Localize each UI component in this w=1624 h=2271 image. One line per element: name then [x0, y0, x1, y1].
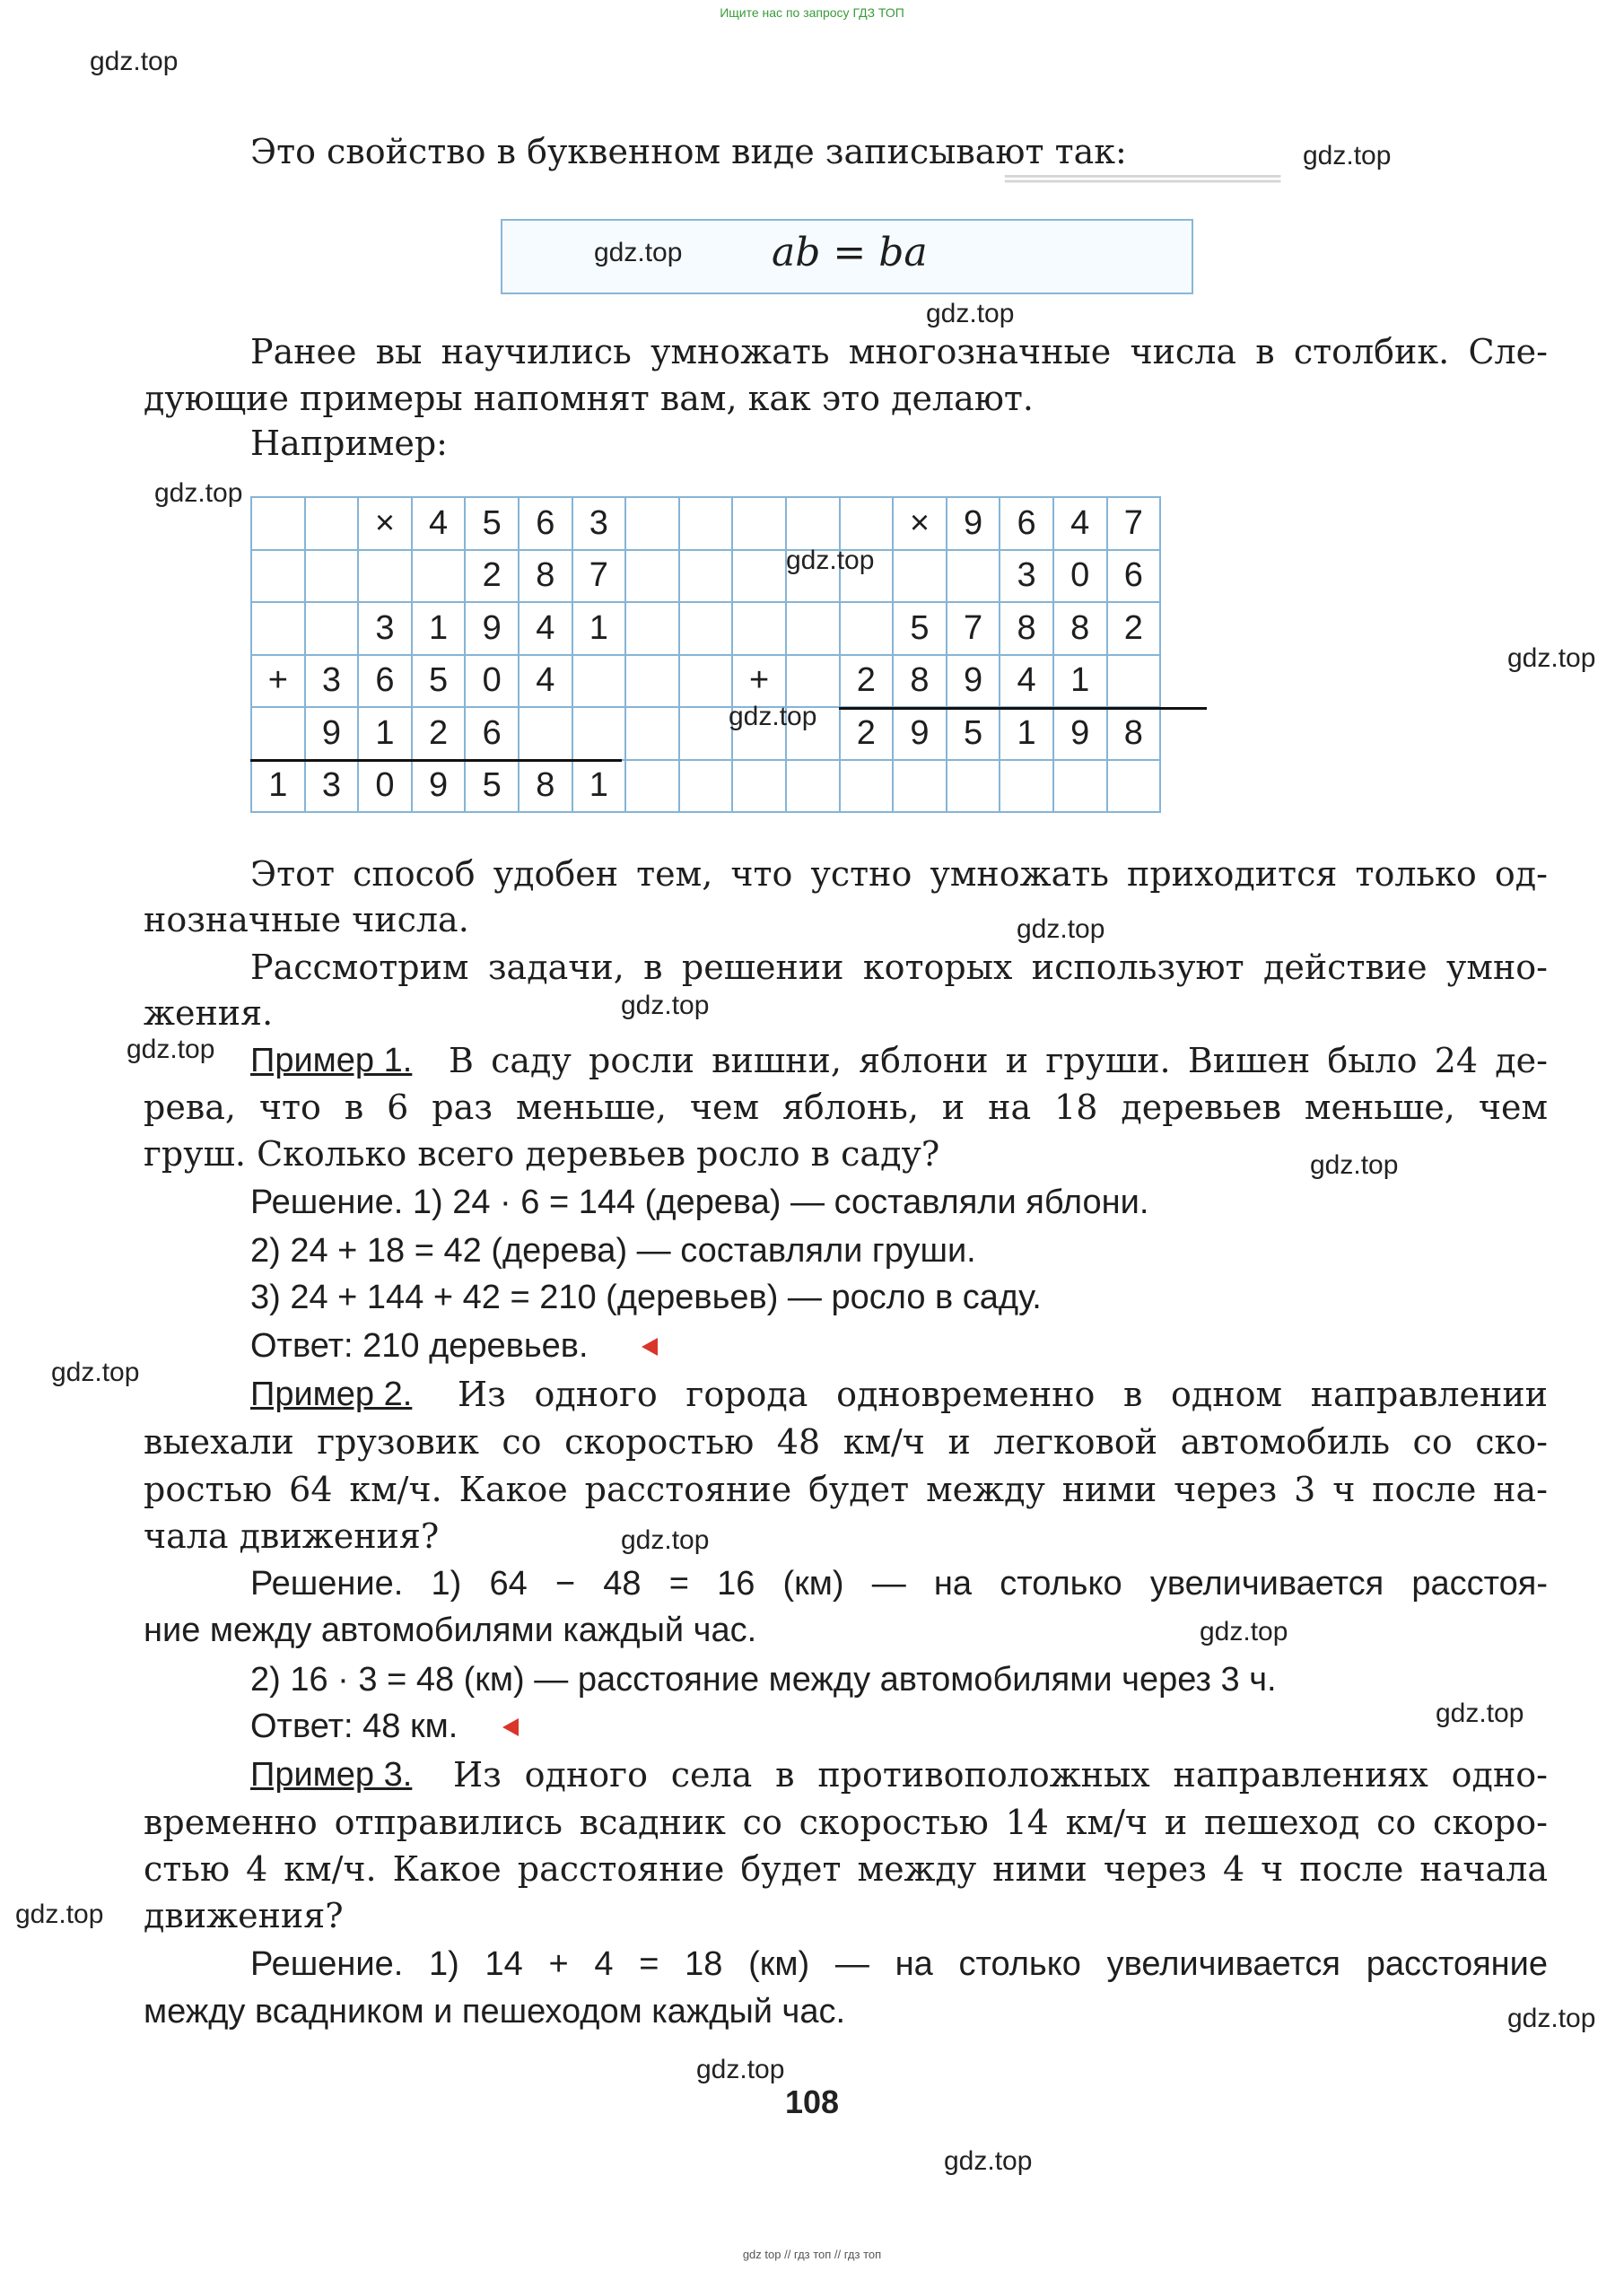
grid-cell: 2 — [1107, 602, 1161, 655]
watermark: gdz.top — [926, 299, 1015, 328]
ex2-solution-line1: Решение. 1) 64 − 48 = 16 (км) — на столько увеличивается расстоя- — [250, 1565, 1548, 1603]
grid-cell: 5 — [465, 497, 519, 550]
grid-cell: 6 — [358, 655, 412, 708]
grid-cell — [572, 655, 626, 708]
ex3-solution-line2: между всадником и пешеходом каждый час. — [144, 1993, 846, 2031]
grid-cell — [786, 602, 840, 655]
grid-cell — [519, 707, 572, 760]
intro-text: Это свойство в буквенном виде записывают так: — [250, 132, 1127, 171]
grid-cell: 9 — [1053, 707, 1107, 760]
grid-cell: 8 — [519, 760, 572, 813]
example-label: Например: — [250, 424, 448, 463]
grid-cell: 9 — [947, 655, 1000, 708]
grid-cell — [358, 550, 412, 603]
grid-cell: 0 — [358, 760, 412, 813]
grid-cell: 8 — [1053, 602, 1107, 655]
watermark: gdz.top — [1017, 914, 1105, 944]
result-line-left — [250, 759, 622, 762]
watermark: gdz.top — [1507, 2004, 1596, 2033]
grid-cell: 6 — [1000, 497, 1053, 550]
grid-cell — [893, 760, 947, 813]
watermark: gdz.top — [15, 1900, 104, 1929]
end-marker-icon — [642, 1338, 658, 1356]
grid-row — [251, 550, 1160, 603]
grid-cell: 8 — [1107, 707, 1161, 760]
grid-cell: 2 — [412, 707, 466, 760]
grid-cell: 1 — [572, 602, 626, 655]
ex1-solution-line2: 2) 24 + 18 = 42 (дерева) — составляли груши. — [250, 1232, 976, 1270]
grid-cell: 6 — [1107, 550, 1161, 603]
grid-cell: 4 — [412, 497, 466, 550]
grid-cell — [625, 602, 679, 655]
grid-cell: 1 — [1000, 707, 1053, 760]
ex2-solution-line3: 2) 16 · 3 = 48 (км) — расстояние между автомобилями через 3 ч. — [250, 1661, 1277, 1699]
grid-cell — [305, 602, 359, 655]
watermark: gdz.top — [1303, 141, 1392, 170]
watermark: gdz.top — [944, 2146, 1033, 2176]
grid-cell: 7 — [572, 550, 626, 603]
ex2-text-line1: Из одного города одновременно в одном направлении — [458, 1375, 1548, 1414]
grid-cell — [893, 550, 947, 603]
grid-cell: 8 — [893, 655, 947, 708]
para3-line2: жения. — [144, 993, 274, 1033]
ex2-text-line4: чала движения? — [144, 1516, 440, 1556]
watermark: gdz.top — [90, 47, 179, 76]
ex1-title: Пример 1. — [250, 1042, 413, 1079]
page-number: 108 — [784, 2083, 840, 2120]
watermark: gdz.top — [51, 1358, 140, 1387]
grid-cell — [679, 760, 733, 813]
formula: ab = ba — [772, 230, 928, 275]
grid-cell — [625, 655, 679, 708]
grid-cell — [786, 655, 840, 708]
grid-cell: 9 — [465, 602, 519, 655]
para3-line1: Рассмотрим задачи, в решении которых используют действие умно- — [250, 948, 1548, 987]
grid-cell — [679, 550, 733, 603]
grid-cell: 7 — [947, 602, 1000, 655]
watermark: gdz.top — [621, 991, 710, 1020]
grid-cell — [786, 497, 840, 550]
grid-cell — [305, 550, 359, 603]
ex2-title: Пример 2. — [250, 1376, 413, 1413]
grid-cell: 1 — [1053, 655, 1107, 708]
grid-cell — [572, 707, 626, 760]
grid-cell — [679, 707, 733, 760]
watermark: gdz.top — [127, 1035, 215, 1064]
grid-cell — [251, 602, 305, 655]
grid-cell: 3 — [305, 760, 359, 813]
grid-cell — [947, 550, 1000, 603]
grid-cell: 9 — [893, 707, 947, 760]
grid-cell: 9 — [412, 760, 466, 813]
grid-cell: 3 — [305, 655, 359, 708]
ex2-text-line3: ростью 64 км/ч. Какое расстояние будет между ними через 3 ч после на- — [144, 1470, 1548, 1509]
para1-line1: Ранее вы научились умножать многозначные числа в столбик. Сле- — [250, 332, 1548, 371]
grid-row — [251, 602, 1160, 655]
grid-cell — [1107, 760, 1161, 813]
ex2-solution-line2: ние между автомобилями каждый час. — [144, 1612, 757, 1649]
end-marker-icon — [502, 1718, 519, 1736]
grid-cell — [625, 707, 679, 760]
grid-cell — [679, 497, 733, 550]
para2-line2: нозначные числа. — [144, 900, 469, 939]
grid-cell: × — [893, 497, 947, 550]
watermark: gdz.top — [154, 478, 243, 508]
ex2-text-line2: выехали грузовик со скоростью 48 км/ч и легковой автомобиль со ско- — [144, 1422, 1548, 1462]
grid-cell — [625, 760, 679, 813]
grid-cell: 5 — [893, 602, 947, 655]
grid-cell: 5 — [465, 760, 519, 813]
watermark: gdz.top — [1200, 1617, 1288, 1646]
grid-cell — [732, 760, 786, 813]
grid-cell: 4 — [519, 602, 572, 655]
ex1-solution-line1: Решение. 1) 24 · 6 = 144 (дерева) — составляли яблони. — [250, 1184, 1149, 1221]
ex1-solution-line3: 3) 24 + 144 + 42 = 210 (деревьев) — росло в саду. — [250, 1279, 1042, 1316]
grid-cell: 2 — [840, 655, 894, 708]
grid-cell: 5 — [412, 655, 466, 708]
grid-cell — [1107, 655, 1161, 708]
bleed-through-decoration: ═══════════════ — [1005, 162, 1281, 197]
grid-row — [251, 707, 1160, 760]
watermark: gdz.top — [621, 1525, 710, 1555]
grid-cell — [412, 550, 466, 603]
ex1-text-line2: рева, что в 6 раз меньше, чем яблонь, и на 18 деревьев меньше, чем — [144, 1087, 1548, 1127]
grid-cell — [625, 550, 679, 603]
grid-cell: + — [251, 655, 305, 708]
grid-cell — [732, 602, 786, 655]
grid-row — [251, 760, 1160, 813]
grid-cell — [679, 602, 733, 655]
ex1-text-line3: груш. Сколько всего деревьев росло в саду? — [144, 1134, 940, 1174]
ex3-title: Пример 3. — [250, 1756, 413, 1794]
grid-cell: 3 — [1000, 550, 1053, 603]
grid-cell: 0 — [465, 655, 519, 708]
grid-cell: × — [358, 497, 412, 550]
ex3-text-line4: движения? — [144, 1896, 344, 1935]
grid-cell: 3 — [358, 602, 412, 655]
grid-cell — [786, 760, 840, 813]
footer-note: gdz top // гдз топ // гдз топ — [742, 2248, 882, 2261]
grid-cell: 2 — [465, 550, 519, 603]
para2-line1: Этот способ удобен тем, что устно умножать приходится только од- — [250, 854, 1548, 894]
grid-cell — [732, 550, 786, 603]
grid-cell: 8 — [519, 550, 572, 603]
grid-cell — [732, 497, 786, 550]
grid-cell — [840, 760, 894, 813]
watermark: gdz.top — [1310, 1150, 1399, 1180]
grid-cell — [251, 707, 305, 760]
result-line-right — [839, 707, 1207, 710]
grid-cell: 0 — [1053, 550, 1107, 603]
ex3-text-line3: стью 4 км/ч. Какое расстояние будет между ними через 4 ч после начала — [144, 1849, 1548, 1889]
ex2-answer: Ответ: 48 км. — [250, 1708, 458, 1745]
grid-cell: 2 — [840, 707, 894, 760]
watermark: gdz.top — [696, 2055, 785, 2084]
grid-cell — [679, 655, 733, 708]
multiplication-grid — [250, 496, 1161, 813]
grid-cell — [947, 760, 1000, 813]
para1-line2: дующие примеры напомнят вам, как это делают. — [144, 379, 1035, 418]
watermark: gdz.top — [1507, 643, 1596, 673]
grid-row — [251, 497, 1160, 550]
grid-cell: 1 — [251, 760, 305, 813]
grid-cell: 5 — [947, 707, 1000, 760]
grid-cell — [251, 550, 305, 603]
grid-cell — [625, 497, 679, 550]
grid-cell: 8 — [1000, 602, 1053, 655]
grid-cell — [1000, 760, 1053, 813]
grid-cell: 4 — [1053, 497, 1107, 550]
grid-cell: 1 — [412, 602, 466, 655]
grid-cell: 9 — [305, 707, 359, 760]
grid-cell: 1 — [358, 707, 412, 760]
grid-cell: 1 — [572, 760, 626, 813]
watermark: gdz.top — [594, 238, 683, 267]
grid-cell: 6 — [465, 707, 519, 760]
grid-cell: 3 — [572, 497, 626, 550]
grid-row — [251, 655, 1160, 708]
header-note: Ищите нас по запросу ГДЗ ТОП — [720, 5, 904, 20]
ex3-text-line2: временно отправились всадник со скоростью 14 км/ч и пешеход со скоро- — [144, 1803, 1548, 1842]
grid-cell — [305, 497, 359, 550]
ex3-solution-line1: Решение. 1) 14 + 4 = 18 (км) — на столько увеличивается расстояние — [250, 1945, 1548, 1983]
ex1-text-line1: В саду росли вишни, яблони и груши. Вишен было 24 де- — [449, 1041, 1548, 1080]
grid-cell — [840, 602, 894, 655]
ex3-text-line1: Из одного села в противоположных направлениях одно- — [453, 1755, 1548, 1795]
grid-cell — [1053, 760, 1107, 813]
grid-cell: 7 — [1107, 497, 1161, 550]
grid-cell: 6 — [519, 497, 572, 550]
watermark: gdz.top — [786, 546, 875, 575]
watermark: gdz.top — [1436, 1699, 1524, 1728]
watermark: gdz.top — [729, 702, 817, 731]
grid-cell: 4 — [519, 655, 572, 708]
grid-cell — [251, 497, 305, 550]
ex1-answer: Ответ: 210 деревьев. — [250, 1327, 589, 1365]
grid-cell: 4 — [1000, 655, 1053, 708]
grid-cell: + — [732, 655, 786, 708]
grid-cell — [840, 497, 894, 550]
grid-cell: 9 — [947, 497, 1000, 550]
